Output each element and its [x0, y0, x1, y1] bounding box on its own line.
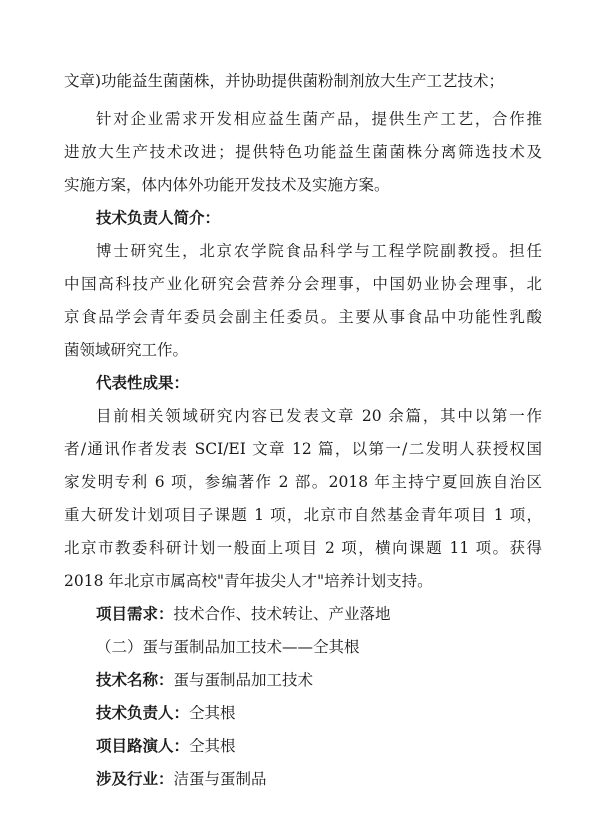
project-needs-row [96, 599, 542, 629]
leader-intro-heading: 技术负责人简介： [96, 209, 221, 227]
roadshow-person-row [96, 731, 542, 761]
achievements-line-2: 者/通讯作者发表 SCI/EI 文章 12 篇，以第一/二发明人获授权国 [64, 440, 542, 458]
services-line-3: 实施方案，体内体外功能开发技术及实施方案。 [64, 176, 390, 194]
tech-name-label: 技术名称： [96, 671, 174, 689]
achievements-line-1: 目前相关领域研究内容已发表文章 20 余篇，其中以第一作 [96, 407, 542, 425]
achievements-line-3: 家发明专利 6 项，参编著作 2 部。2018 年主持宁夏回族自治区 [64, 473, 542, 491]
project-needs-label: 项目需求： [96, 605, 174, 623]
tech-leader-label: 技术负责人： [96, 704, 190, 722]
leader-intro-line-1: 博士研究生，北京农学院食品科学与工程学院副教授。担任 [96, 242, 542, 260]
tech-name-row [96, 665, 542, 695]
leader-intro-line-4: 菌领域研究工作。 [64, 341, 189, 359]
tech-name-value: 蛋与蛋制品加工技术 [173, 671, 314, 689]
achievements-heading: 代表性成果： [96, 374, 190, 392]
services-line-1: 针对企业需求开发相应益生菌产品，提供生产工艺，合作推 [96, 110, 542, 128]
industry-value: 洁蛋与蛋制品 [173, 770, 267, 788]
industry-label: 涉及行业： [96, 770, 174, 788]
project-needs-value: 技术合作、技术转让、产业落地 [173, 605, 391, 623]
section-two-title: （二）蛋与蛋制品加工技术——仝其根 [96, 638, 360, 656]
tech-leader-value: 仝其根 [189, 704, 236, 722]
roadshow-person-value: 仝其根 [189, 737, 236, 755]
services-line-2: 进放大生产技术改进；提供特色功能益生菌菌株分离筛选技术及 [64, 143, 542, 161]
achievements-line-5: 北京市教委科研计划一般面上项目 2 项，横向课题 11 项。获得 [64, 539, 542, 557]
leader-intro-line-3: 京食品学会青年委员会副主任委员。主要从事食品中功能性乳酸 [64, 308, 542, 326]
roadshow-person-label: 项目路演人： [96, 737, 190, 755]
leader-intro-line-2: 中国高科技产业化研究会营养分会理事，中国奶业协会理事，北 [64, 275, 542, 293]
intro-line-1: 文章)功能益生菌菌株，并协助提供菌粉制剂放大生产工艺技术； [64, 72, 505, 90]
achievements-line-6: 2018 年北京市属高校"青年拔尖人才"培养计划支持。 [64, 572, 433, 590]
tech-leader-row [96, 698, 542, 728]
industry-row [96, 764, 542, 794]
achievements-line-4: 重大研发计划项目子课题 1 项，北京市自然基金青年项目 1 项， [64, 506, 542, 524]
